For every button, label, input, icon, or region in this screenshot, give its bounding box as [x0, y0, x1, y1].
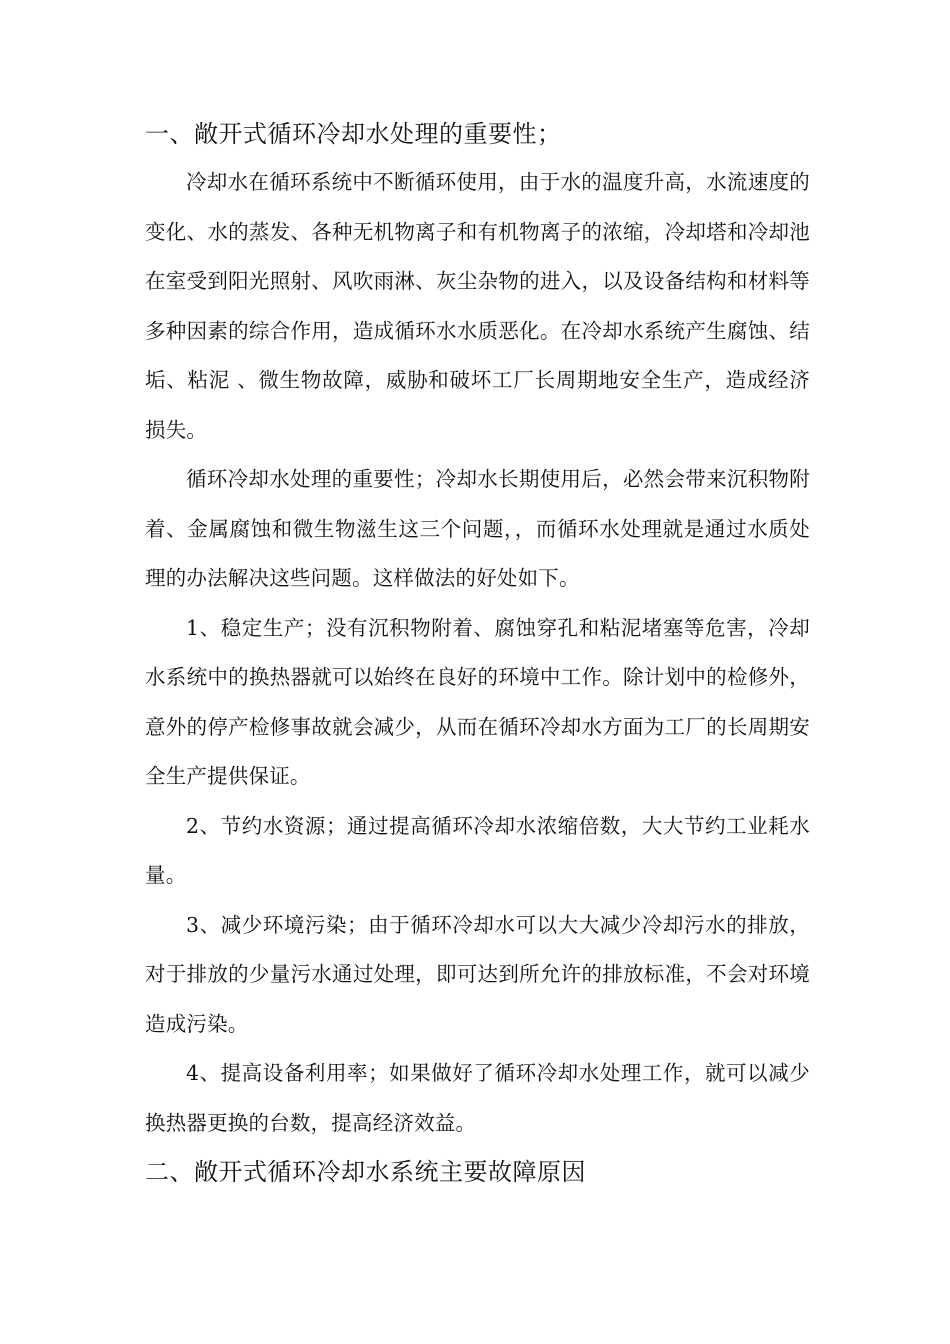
- section-heading-2: 二、敞开式循环冷却水系统主要故障原因: [145, 1158, 586, 1186]
- paragraph-point-2: 2、节约水资源；通过提高循环冷却水浓缩倍数，大大节约工业耗水量。: [145, 813, 810, 887]
- section-heading-1: 一、敞开式循环冷却水处理的重要性；: [145, 120, 562, 148]
- paragraph-point-4: 4、提高设备利用率；如果做好了循环冷却水处理工作，就可以减少换热器更换的台数，提高经济效益。: [145, 1061, 810, 1135]
- paragraph-importance: 循环冷却水处理的重要性；冷却水长期使用后，必然会带来沉积物附着、金属腐蚀和微生物滋生这三个问题，，而循环水处理就是通过水质处理的办法解决这些问题。这样做法的好处如下。: [145, 467, 810, 590]
- paragraph-point-1: 1、稳定生产；没有沉积物附着、腐蚀穿孔和粘泥堵塞等危害，冷却水系统中的换热器就可以始终在良好的环境中工作。除计划中的检修外，意外的停产检修事故就会减少，从而在循环冷却水方面为工厂的长周期安全生产提供保证。: [145, 615, 810, 788]
- paragraph-point-3: 3、减少环境污染；由于循环冷却水可以大大减少冷却污水的排放，对于排放的少量污水通过处理，即可达到所允许的排放标准，不会对环境造成污染。: [145, 912, 810, 1036]
- document-body: [145, 110, 810, 1196]
- paragraph-intro: 冷却水在循环系统中不断循环使用，由于水的温度升高，水流速度的变化、水的蒸发、各种无机物离子和有机物离子的浓缩，冷却塔和冷却池在室受到阳光照射、风吹雨淋、灰尘杂物的进入，以及设备结构和材料等多种因素的综合作用，造成循环水水质恶化。在冷却水系统产生腐蚀、结垢、粘泥 、微生物故障，威胁和破坏工厂长周期地安全生产，造成经济损失。: [145, 170, 810, 442]
